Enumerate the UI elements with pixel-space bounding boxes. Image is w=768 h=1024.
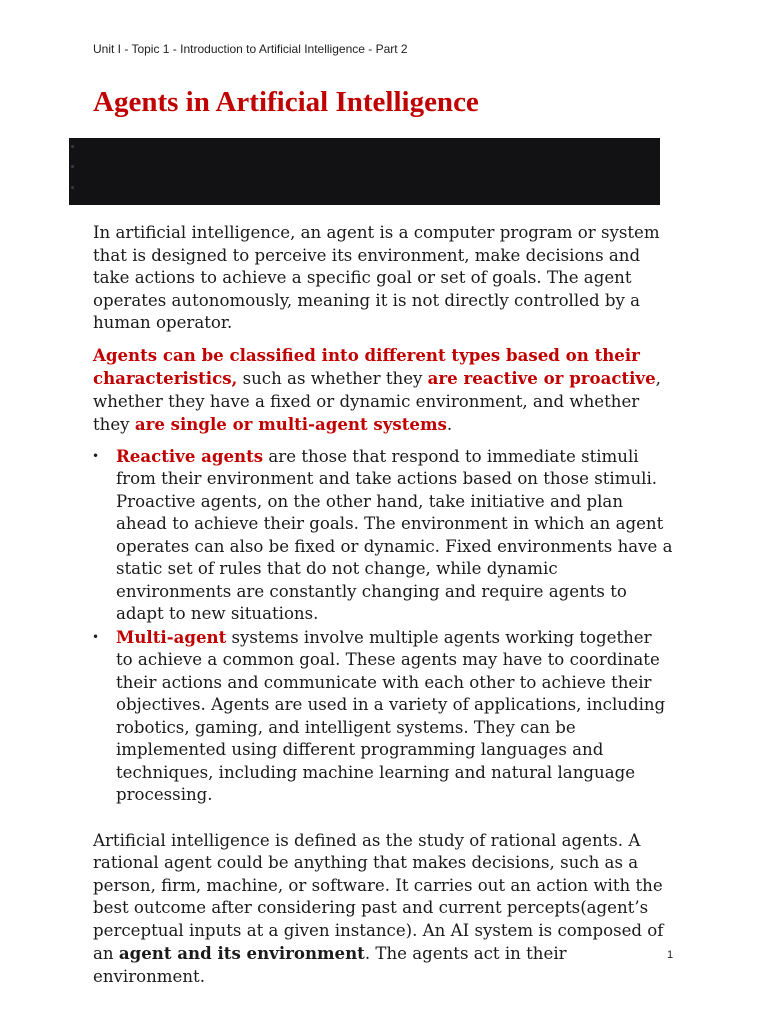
page-title: Agents in Artificial Intelligence — [93, 86, 479, 118]
highlight-multi-agent: Multi-agent — [116, 626, 227, 647]
rational-agents-paragraph — [93, 830, 673, 989]
highlight-reactive-agents: Reactive agents — [116, 445, 264, 466]
text-segment: such as whether they — [237, 369, 428, 388]
banner-bullet-dot — [71, 145, 74, 148]
classification-paragraph — [93, 344, 673, 437]
list-item-multi-agent — [93, 626, 673, 807]
text-segment: , whether they have a fixed or dynamic environment, and whether they — [93, 369, 661, 434]
intro-paragraph: In artificial intelligence, an agent is a computer program or system that is designed to perceive its environment, make decisions and take actions to achieve a specific goal or set of goals. The agent operates autonomously, meaning it is not directly controlled by a human operator. — [93, 223, 660, 332]
page-header: Unit I - Topic 1 - Introduction to Artificial Intelligence - Part 2 — [93, 42, 408, 56]
document-body — [93, 222, 673, 988]
text-segment: . The agents act in their environment. — [93, 944, 567, 986]
highlight-types: Agents can be classified into different types based on their characteristics, — [93, 344, 640, 388]
bullet-icon: • — [92, 448, 100, 463]
banner-bullet-dot — [71, 186, 74, 189]
highlight-single-multi: are single or multi-agent systems — [134, 414, 447, 434]
highlight-reactive-proactive: are reactive or proactive — [427, 368, 656, 388]
agent-types-list — [93, 445, 673, 807]
list-item-text: systems involve multiple agents working together to achieve a common goal. These agents may have to coordinate their actions and communicate with each other to achieve their objectives. Agents are used in a variety of applications, including robotics, gaming, and intelligent systems. They can be implemented using different programming languages and techniques, including machine learning and natural language processing. — [116, 627, 666, 804]
page-number: 1 — [667, 949, 674, 961]
text-segment: Artificial intelligence is defined as the study of rational agents. A rational agent could be anything that makes decisions, such as a person, firm, machine, or software. It carries out an action with the best outcome after considering past and current percepts(agent’s perceptual inputs at a given instance). An AI system is composed of an — [93, 830, 664, 963]
list-item-text: are those that respond to immediate stimuli from their environment and take actions based on those stimuli. Proactive agents, on the other hand, take initiative and plan ahead to achieve their goals. The environment in which an agent operates can also be fixed or dynamic. Fixed environments have a static set of rules that do not change, while dynamic environments are constantly changing and require agents to adapt to new situations. — [116, 446, 673, 623]
black-banner — [69, 138, 660, 205]
list-item-reactive-agents — [93, 445, 673, 626]
bold-agent-environment: agent and its environment — [118, 943, 365, 963]
text-segment: . — [446, 415, 453, 434]
banner-bullet-dot — [71, 165, 74, 168]
bullet-icon: • — [92, 629, 100, 644]
